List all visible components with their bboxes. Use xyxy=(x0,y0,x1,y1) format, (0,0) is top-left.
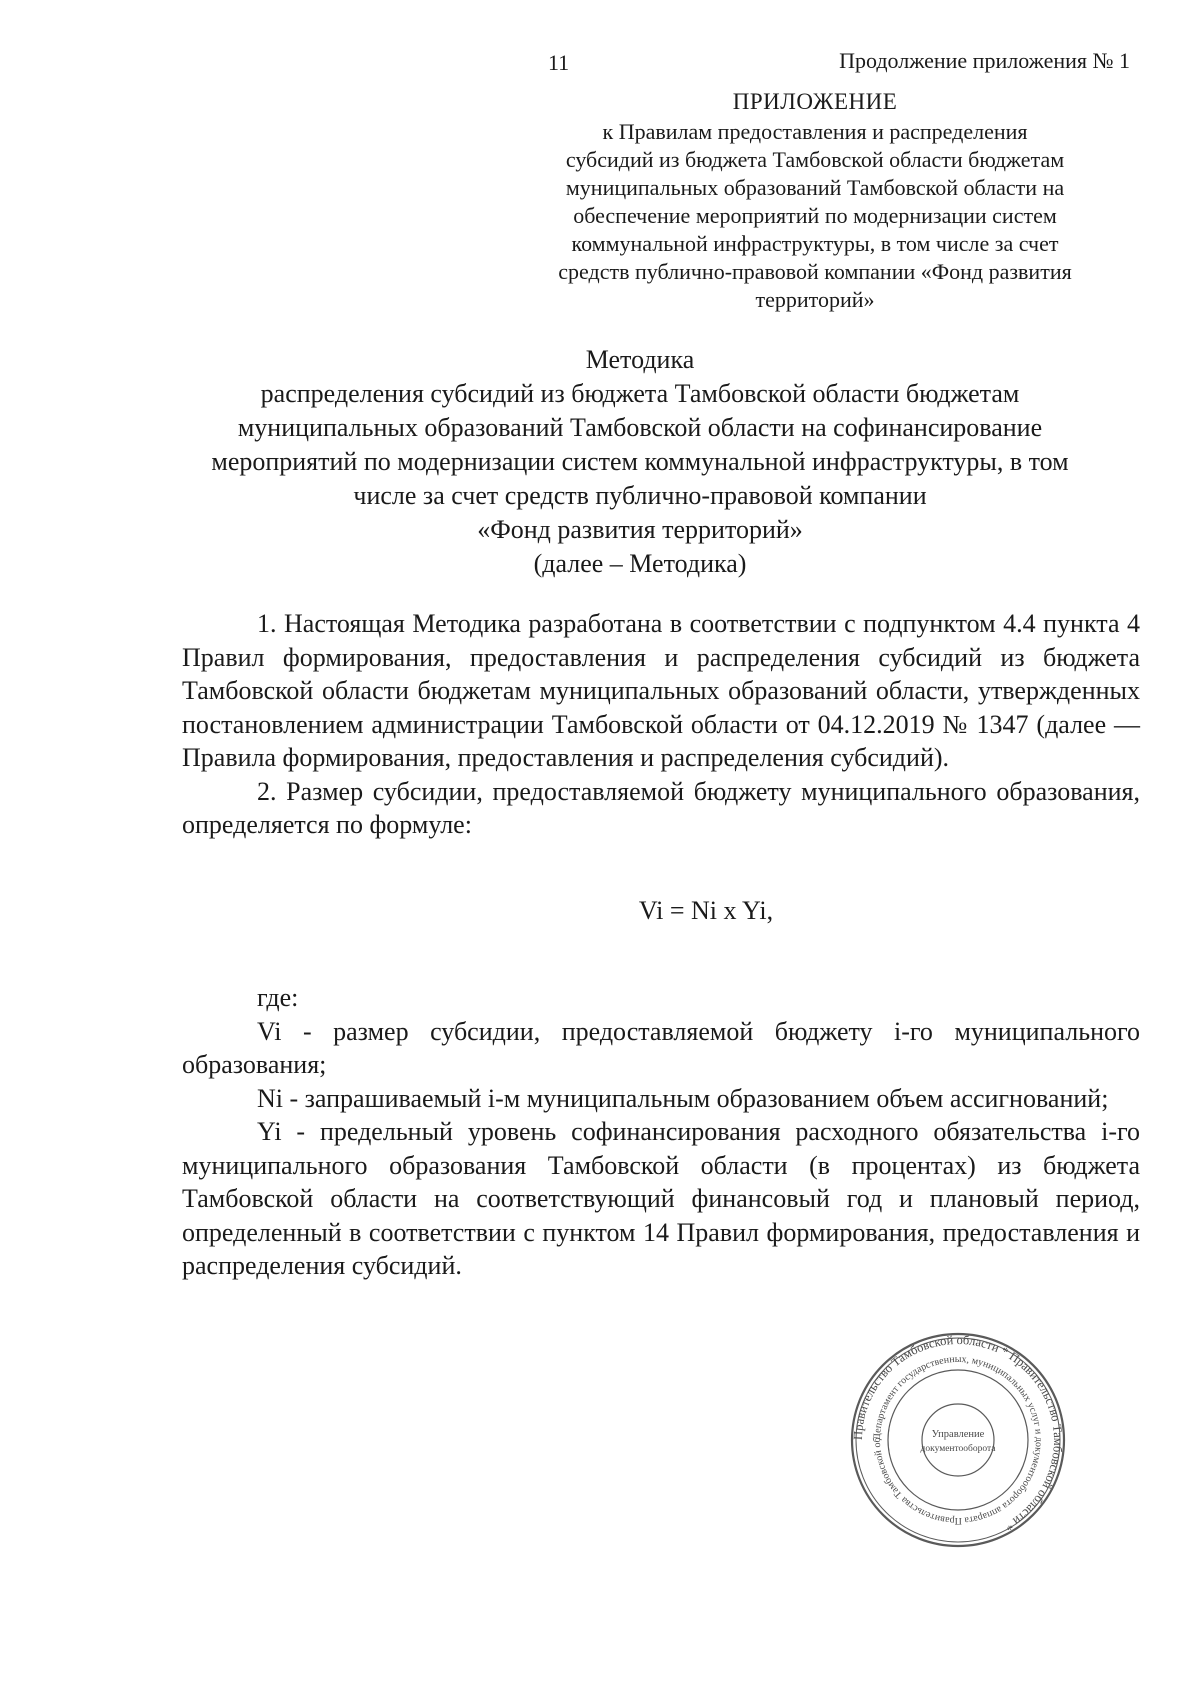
appendix-line: коммунальной инфраструктуры, в том числе за счет xyxy=(571,231,1059,256)
seal-inner-circle xyxy=(922,1404,994,1476)
seal-graphic xyxy=(848,1330,1068,1550)
appendix-line: обеспечение мероприятий по модернизации систем xyxy=(573,203,1057,228)
continuation-note: Продолжение приложения № 1 xyxy=(839,48,1130,73)
title-line: (далее – Методика) xyxy=(533,549,747,578)
appendix-block xyxy=(535,88,1095,314)
seal-middle-circle xyxy=(888,1370,1028,1510)
document-title xyxy=(160,343,1120,581)
where-label: где: xyxy=(257,983,299,1012)
title-line: муниципальных образований Тамбовской области на софинансирование xyxy=(237,413,1043,442)
title-line: распределения субсидий из бюджета Тамбовской области бюджетам xyxy=(260,379,1020,408)
official-seal xyxy=(848,1330,1068,1550)
title-line: Методика xyxy=(585,345,695,374)
definition-vi: Vi - размер субсидии, предоставляемой бюджету i-го муниципального образования; xyxy=(182,1016,1140,1079)
appendix-line: к Правилам предоставления и распределения xyxy=(602,119,1028,144)
seal-outer-text: Правительство Тамбовской области * Правительство Тамбовской области * xyxy=(850,1332,1066,1534)
title-line: мероприятий по модернизации систем коммунальной инфраструктуры, в том xyxy=(211,447,1069,476)
document-body xyxy=(182,607,1140,1283)
formula: Vi = Ni x Yi, xyxy=(638,895,774,925)
definition-ni: Ni - запрашиваемый i-м муниципальным образованием объем ассигнований; xyxy=(257,1083,1109,1113)
appendix-line: субсидий из бюджета Тамбовской области бюджетам xyxy=(565,147,1065,172)
title-line: «Фонд развития территорий» xyxy=(477,515,803,544)
seal-center-line-2: документооборота xyxy=(920,1444,996,1454)
seal-center-line-1: Управление xyxy=(931,1429,985,1440)
paragraph-1: 1. Настоящая Методика разработана в соответствии с подпунктом 4.4 пункта 4 Правил формирования, предоставления и распределения субсидий из бюджета Тамбовской области бюджетам муниципальных образований области, утвержденных постановлением администрации Тамбовской области от 04.12.2019 № 1347 (далее — Правила формирования, предоставления и распределения субсидий). xyxy=(182,609,1140,772)
paragraph-2: 2. Размер субсидии, предоставляемой бюджету муниципального образования, определяется по формуле: xyxy=(182,776,1140,839)
seal-inner-text: Департамент государственных, муниципальных услуг и документооборота аппарата Правительства Тамбовской об xyxy=(871,1353,1045,1527)
appendix-line: территорий» xyxy=(755,287,875,312)
page-number: 11 xyxy=(548,50,570,75)
title-line: числе за счет средств публично-правовой компании xyxy=(353,481,927,510)
appendix-heading: ПРИЛОЖЕНИЕ xyxy=(732,89,898,114)
appendix-line: муниципальных образований Тамбовской области на xyxy=(565,175,1065,200)
definition-yi: Yi - предельный уровень софинансирования расходного обязательства i-го муниципального образования Тамбовской области (в процентах) из бюджета Тамбовской области на соответствующий финансовый год и плановый период, определенный в соответствии с пунктом 14 Правил формирования, предоставления и распределения субсидий. xyxy=(182,1117,1140,1280)
appendix-line: средств публично-правовой компании «Фонд развития xyxy=(558,259,1072,284)
